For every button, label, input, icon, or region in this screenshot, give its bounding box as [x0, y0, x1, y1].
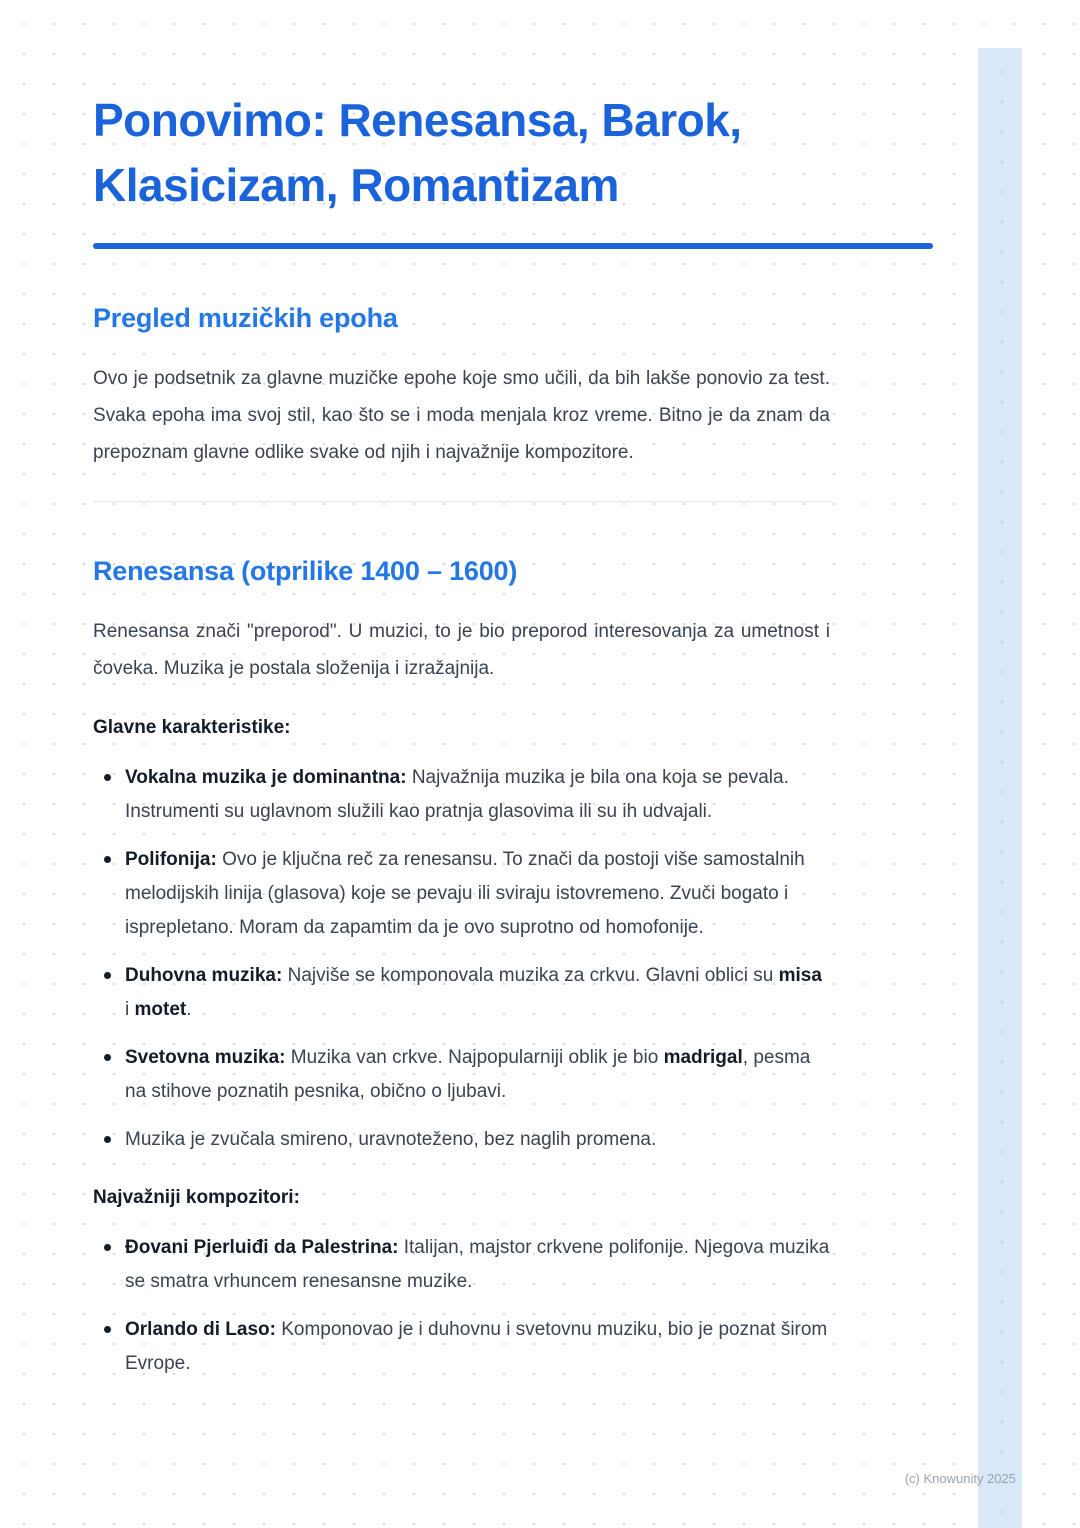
list-item [93, 1231, 830, 1299]
bullet-lead: Svetovna muzika: [125, 1046, 286, 1068]
bullet-text: Italijan, majstor crkvene polifonije. Njegova muzika se smatra vrhuncem renesansne muzike. [125, 1236, 830, 1292]
characteristics-label: Glavne karakteristike: [93, 716, 291, 738]
bullet-text: Komponovao je i duhovnu i svetovnu muziku, bio je poznat širom Evrope. [125, 1318, 828, 1374]
composers-label: Najvažniji kompozitori: [93, 1186, 300, 1208]
bullet-text: Muzika je zvučala smireno, uravnoteženo, bez naglih promena. [125, 1128, 657, 1150]
bullet-lead: Duhovna muzika: [125, 964, 283, 986]
intro-paragraph: Ovo je podsetnik za glavne muzičke epohe koje smo učili, da bih lakše ponovio za test. Svaka epoha ima svoj stil, kao što se i moda menjala kroz vreme. Bitno je da znam da prepoznam glavne odlike svake od njih i najvažnije kompozitore. [93, 367, 830, 463]
list-item [93, 959, 830, 1027]
bullet-text: Najvažnija muzika je bila ona koja se pevala. Instrumenti su uglavnom služili kao pratnja glasovima ili su ih udvajali. [125, 766, 789, 822]
list-item [93, 1313, 830, 1381]
section-divider [93, 501, 830, 502]
bullet-text: , pesma na stihove poznatih pesnika, obično o ljubavi. [125, 1046, 811, 1102]
composers-list [93, 1231, 830, 1381]
bullet-term: misa [778, 964, 822, 986]
characteristics-list [93, 761, 830, 1157]
section-heading-pregled: Pregled muzičkih epoha [93, 302, 398, 333]
list-item [93, 1041, 830, 1109]
bullet-text: . [186, 998, 192, 1020]
bullet-text: i [125, 998, 135, 1020]
bullet-term: madrigal [663, 1046, 743, 1068]
bullet-text: Najviše se komponovala muzika za crkvu. Glavni oblici su [282, 964, 779, 986]
bullet-lead: Orlando di Laso: [125, 1318, 276, 1340]
section-heading-renesansa: Renesansa (otprilike 1400 – 1600) [93, 555, 518, 586]
renesansa-paragraph: Renesansa znači "preporod". U muzici, to je bio preporod interesovanja za umetnost i čoveka. Muzika je postala složenija i izražajnija. [93, 620, 830, 679]
bullet-lead: Đovani Pjerluiđi da Palestrina: [125, 1236, 399, 1258]
page-title: Ponovimo: Renesansa, Barok, Klasicizam, Romantizam [93, 94, 742, 212]
list-item [93, 1123, 830, 1157]
copyright-footer: (c) Knowunity 2025 [904, 1471, 1016, 1486]
bullet-term: motet [134, 998, 187, 1020]
bullet-text: Muzika van crkve. Najpopularniji oblik je bio [285, 1046, 664, 1068]
list-item [93, 761, 830, 829]
list-item [93, 843, 830, 945]
bullet-lead: Vokalna muzika je dominantna: [125, 766, 407, 788]
bullet-text: Ovo je ključna reč za renesansu. To znači da postoji više samostalnih melodijskih linija (glasova) koje se pevaju ili sviraju istovremeno. Zvuči bogato i isprepletano. Moram da zapamtim da je ovo suprotno od homofonije. [125, 848, 805, 938]
title-underline-rule [93, 243, 933, 249]
bullet-lead: Polifonija: [125, 848, 217, 870]
